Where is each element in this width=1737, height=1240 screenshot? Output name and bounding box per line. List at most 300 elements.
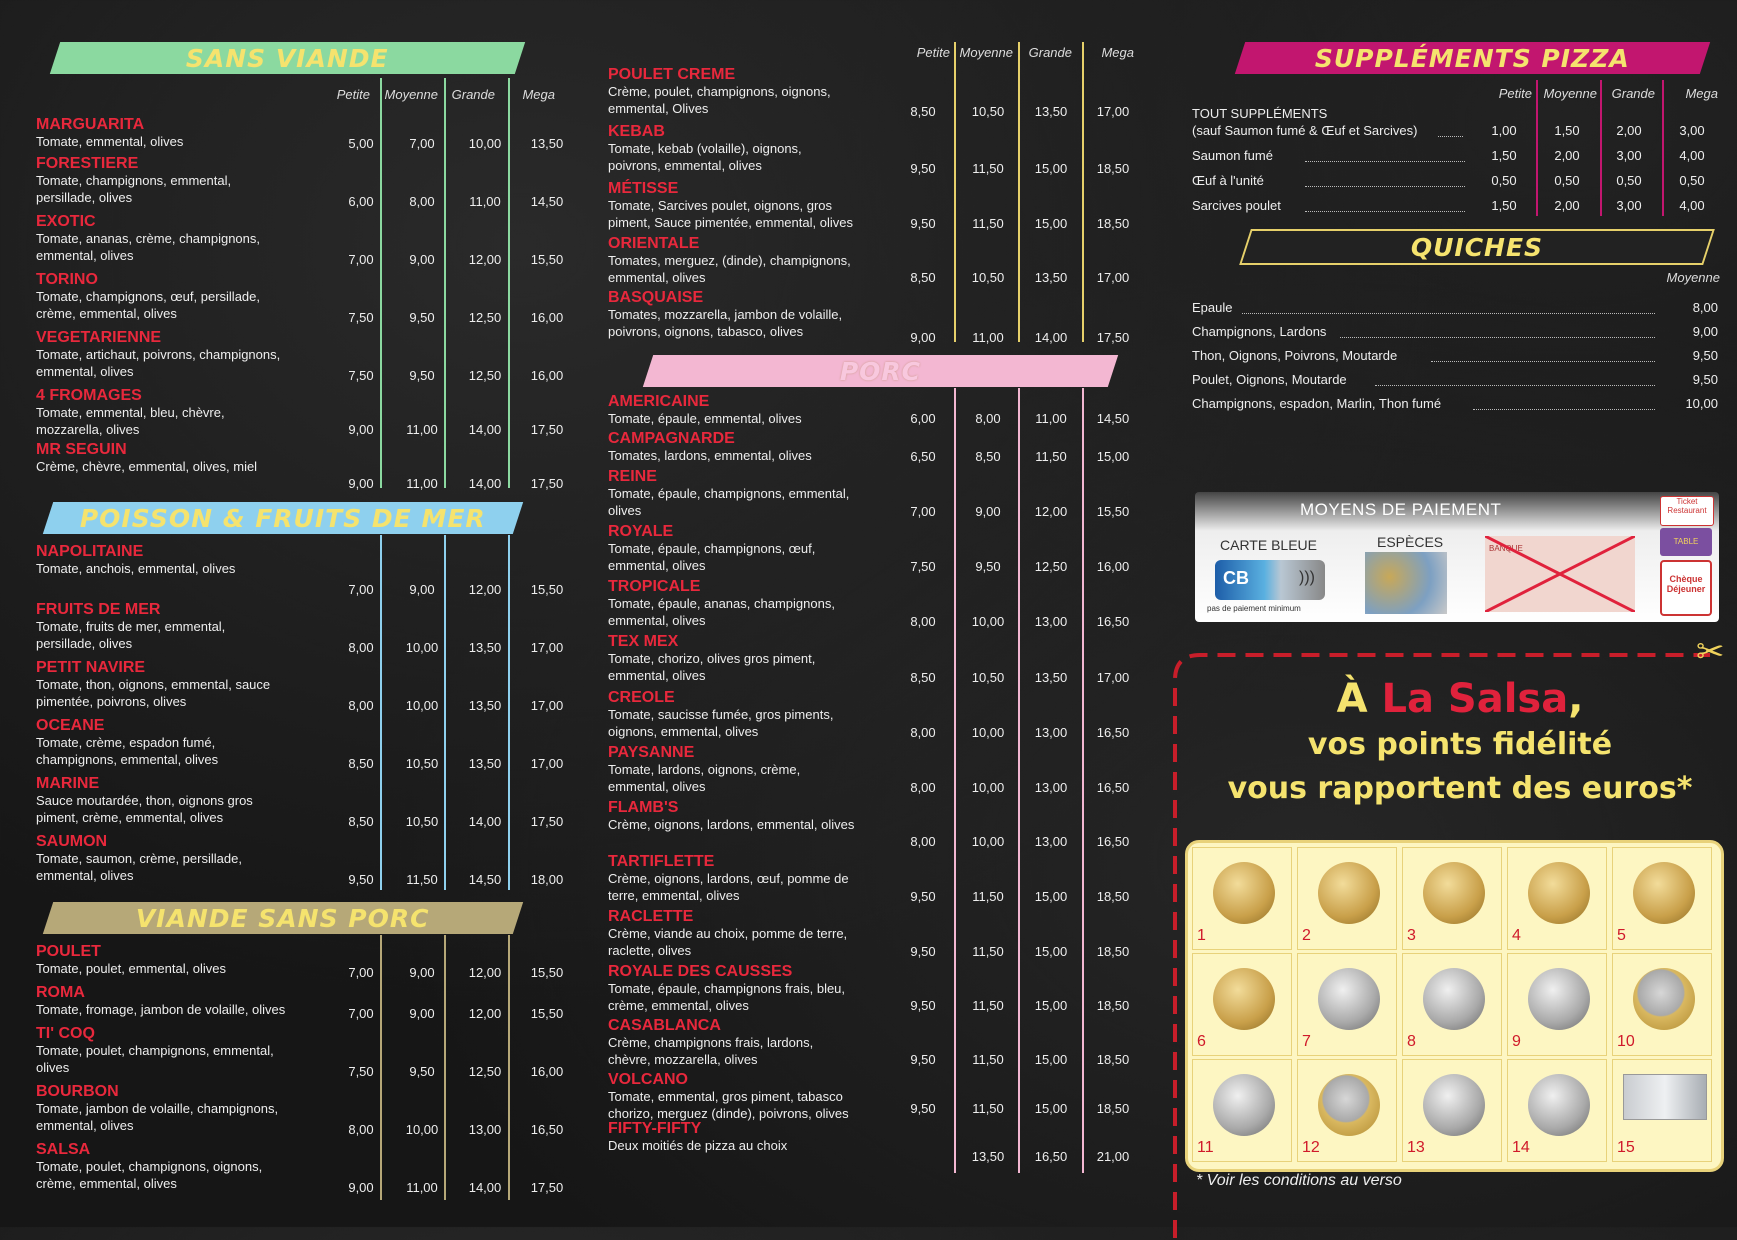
stamp-number: 1 — [1197, 927, 1206, 944]
item-price: 14,00 — [468, 476, 502, 491]
stamp-number: 6 — [1197, 1033, 1206, 1050]
item-name: RACLETTE — [608, 908, 694, 925]
menu-item — [36, 1083, 601, 1137]
item-price: 13,50 — [1034, 104, 1068, 119]
item-name: REINE — [608, 468, 657, 485]
item-description: Tomate, poulet, emmental, olives — [36, 961, 227, 976]
supplement-price: 1,50 — [1554, 123, 1580, 138]
item-price: 9,00 — [975, 504, 1001, 519]
item-price: 8,00 — [409, 194, 435, 209]
item-price: 17,00 — [1096, 270, 1130, 285]
item-price: 9,50 — [910, 1052, 936, 1067]
supplement-price: 0,50 — [1679, 173, 1705, 188]
one-euro-coin-icon — [1423, 968, 1485, 1030]
one-euro-coin-icon — [1528, 1074, 1590, 1136]
menu-item — [608, 393, 1173, 426]
quiche-price: 10,00 — [1685, 396, 1718, 411]
item-name: VOLCANO — [608, 1071, 688, 1088]
quiche-price: 9,50 — [1692, 348, 1718, 363]
payment-title: MOYENS DE PAIEMENT — [1300, 500, 1502, 519]
item-price: 10,00 — [971, 834, 1005, 849]
menu-item — [608, 689, 1173, 740]
item-price: 17,00 — [1096, 670, 1130, 685]
item-price: 11,50 — [406, 872, 438, 887]
item-name: KEBAB — [608, 123, 665, 140]
item-name: BASQUAISE — [608, 289, 704, 306]
item-name: MÉTISSE — [608, 180, 679, 197]
item-price: 7,50 — [348, 368, 374, 383]
item-description: Tomate, saumon, crème, persillade, emmental, olives — [36, 851, 242, 883]
item-price: 11,50 — [972, 998, 1004, 1013]
stamp-number: 4 — [1512, 927, 1521, 944]
scissors-icon: ✂ — [1696, 633, 1725, 671]
supplement-price: 2,00 — [1554, 148, 1580, 163]
menu-item — [36, 441, 601, 491]
supplement-label: Œuf à l'unité — [1192, 173, 1264, 188]
quiche-label: Champignons, espadon, Marlin, Thon fumé — [1192, 396, 1442, 411]
item-price: 10,50 — [971, 270, 1005, 285]
item-price: 10,00 — [405, 640, 439, 655]
column-divider — [1536, 80, 1538, 216]
quiche-label: Thon, Oignons, Poivrons, Moutarde — [1192, 348, 1398, 363]
middle-menu-column — [608, 0, 1168, 1227]
stamp-cell — [1507, 847, 1607, 950]
item-price: 11,50 — [972, 216, 1004, 231]
supplement-label: Saumon fumé — [1192, 148, 1273, 163]
item-price: 15,00 — [1034, 216, 1068, 231]
menu-item — [608, 1017, 1173, 1067]
item-price: 13,50 — [468, 756, 502, 771]
supplement-price: 4,00 — [1679, 148, 1705, 163]
size-header: Moyenne — [959, 45, 1013, 60]
leader-dots — [1305, 186, 1465, 187]
one-euro-coin-icon — [1318, 968, 1380, 1030]
item-price: 10,00 — [971, 780, 1005, 795]
item-price: 7,50 — [348, 1064, 374, 1079]
item-name: SALSA — [36, 1141, 91, 1158]
loyalty-prefix: À — [1336, 676, 1382, 722]
item-description: Tomate, chorizo, olives gros piment, emmental, olives — [608, 651, 816, 683]
item-description: Tomate, épaule, champignons, emmental, olives — [608, 486, 850, 518]
item-name: NAPOLITAINE — [36, 543, 144, 560]
item-price: 11,50 — [972, 889, 1004, 904]
item-name: 4 FROMAGES — [36, 387, 142, 404]
loyalty-note: * Voir les conditions au verso — [1196, 1172, 1402, 1189]
item-description: Tomate, artichaut, poivrons, champignons, emmental, olives — [36, 347, 281, 379]
leader-dots — [1305, 161, 1465, 162]
one-euro-coin-icon — [1423, 1074, 1485, 1136]
item-price: 10,00 — [468, 136, 502, 151]
one-euro-coin-icon — [1528, 968, 1590, 1030]
supplement-price: 0,50 — [1616, 173, 1642, 188]
item-price: 16,50 — [530, 1122, 564, 1137]
menu-item — [36, 543, 601, 597]
item-name: FLAMB'S — [608, 799, 679, 816]
ticket-restaurant-badge: Ticket Restaurant — [1660, 496, 1714, 526]
item-description: Tomate, ananas, crème, champignons, emmental, olives — [36, 231, 261, 263]
item-description: Tomate, épaule, ananas, champignons, emmental, olives — [608, 596, 835, 628]
cash-label: ESPÈCES — [1377, 534, 1444, 550]
supplement-price: 2,00 — [1616, 123, 1642, 138]
item-price: 14,00 — [1034, 330, 1068, 345]
stamp-cell — [1402, 847, 1502, 950]
fifty-cent-coin-icon — [1633, 862, 1695, 924]
item-description: Tomate, emmental, olives — [36, 134, 184, 149]
item-price: 15,50 — [530, 252, 564, 267]
item-price: 7,00 — [348, 252, 374, 267]
supplements-banner — [1235, 42, 1710, 74]
supplement-sublabel: (sauf Saumon fumé & Œuf et Sarcives) — [1192, 123, 1418, 138]
item-price: 17,50 — [530, 422, 564, 437]
item-price: 17,00 — [530, 698, 564, 713]
item-description: Tomate, crème, espadon fumé, champignons, emmental, olives — [36, 735, 219, 767]
fifty-cent-coin-icon — [1528, 862, 1590, 924]
menu-item — [608, 523, 1173, 574]
menu-item — [608, 66, 1173, 119]
item-price: 8,50 — [348, 756, 374, 771]
stamp-cell — [1297, 953, 1397, 1056]
item-price: 12,00 — [468, 965, 502, 980]
loyalty-line2: vos points fidélité — [1307, 727, 1613, 762]
stamp-number: 9 — [1512, 1033, 1521, 1050]
item-price: 12,00 — [468, 252, 502, 267]
item-price: 21,00 — [1096, 1149, 1130, 1164]
item-price: 18,50 — [1096, 889, 1130, 904]
item-price: 10,50 — [405, 814, 439, 829]
item-price: 9,00 — [409, 1006, 435, 1021]
supplement-price: 2,00 — [1554, 198, 1580, 213]
item-price: 8,50 — [975, 449, 1001, 464]
item-price: 15,00 — [1034, 944, 1068, 959]
quiche-label: Epaule — [1192, 300, 1233, 315]
item-price: 8,00 — [348, 640, 374, 655]
item-description: Tomates, lardons, emmental, olives — [608, 448, 812, 463]
item-price: 16,50 — [1096, 725, 1130, 740]
item-price: 18,50 — [1096, 216, 1130, 231]
item-price: 9,50 — [910, 944, 936, 959]
size-header: Moyenne — [384, 87, 438, 102]
menu-item — [608, 123, 1173, 176]
item-price: 7,00 — [910, 504, 936, 519]
banknote-icon — [1623, 1074, 1707, 1120]
item-price: 9,50 — [409, 368, 435, 383]
item-price: 9,00 — [348, 1180, 374, 1195]
item-price: 15,00 — [1096, 449, 1130, 464]
item-description: Tomate, champignons, emmental, persillade, olives — [36, 173, 232, 205]
item-price: 8,50 — [910, 104, 936, 119]
menu-item — [36, 601, 601, 655]
item-price: 9,50 — [910, 998, 936, 1013]
item-price: 9,50 — [409, 1064, 435, 1079]
item-name: MR SEGUIN — [36, 441, 127, 458]
item-price: 17,00 — [530, 640, 564, 655]
item-price: 10,50 — [405, 756, 439, 771]
menu-item — [608, 633, 1173, 685]
menu-item — [36, 387, 601, 437]
size-header: Petite — [336, 87, 370, 102]
item-price: 10,00 — [971, 614, 1005, 629]
item-price: 15,00 — [1034, 998, 1068, 1013]
item-price: 7,50 — [910, 559, 936, 574]
item-price: 17,00 — [530, 756, 564, 771]
menu-item — [36, 155, 601, 209]
item-name: MARGUARITA — [36, 116, 145, 133]
menu-item — [608, 853, 1173, 904]
item-price: 6,50 — [910, 449, 936, 464]
two-euro-coin-icon — [1633, 968, 1695, 1030]
item-price: 15,00 — [1034, 161, 1068, 176]
item-price: 9,50 — [910, 161, 936, 176]
item-name: MARINE — [36, 775, 100, 792]
item-price: 16,00 — [1096, 559, 1130, 574]
supplement-label: Sarcives poulet — [1192, 198, 1281, 213]
item-description: Tomate, thon, oignons, emmental, sauce pimentée, poivrons, olives — [36, 677, 271, 709]
item-price: 8,00 — [910, 725, 936, 740]
menu-item — [36, 116, 601, 151]
menu-item — [36, 717, 601, 771]
leader-dots — [1305, 211, 1465, 212]
item-description: Crème, poulet, champignons, oignons, emmental, Olives — [608, 84, 831, 116]
loyalty-headline — [1195, 675, 1725, 811]
item-price: 10,50 — [971, 104, 1005, 119]
item-price: 18,50 — [1096, 1101, 1130, 1116]
menu-item — [608, 235, 1173, 285]
item-price: 15,50 — [530, 1006, 564, 1021]
item-description: Tomate, épaule, champignons frais, bleu, crème, emmental, olives — [608, 981, 846, 1013]
item-price: 17,50 — [530, 814, 564, 829]
item-name: TORINO — [36, 271, 98, 288]
item-price: 13,00 — [468, 1122, 502, 1137]
item-price: 11,50 — [972, 944, 1004, 959]
item-name: FRUITS DE MER — [36, 601, 161, 618]
leader-dots — [1375, 385, 1655, 386]
item-name: TEX MEX — [608, 633, 679, 650]
card-note: pas de paiement minimum — [1207, 604, 1301, 613]
item-name: POULET — [36, 943, 101, 960]
quiche-price: 9,50 — [1692, 372, 1718, 387]
cash-icon — [1365, 552, 1447, 614]
item-price: 12,00 — [1034, 504, 1068, 519]
item-name: TARTIFLETTE — [608, 853, 715, 870]
menu-item — [36, 833, 601, 887]
item-description: Crème, oignons, lardons, emmental, olives — [608, 817, 855, 832]
item-description: Tomate, Sarcives poulet, oignons, gros piment, Sauce pimentée, emmental, olives — [608, 198, 853, 230]
item-price: 18,50 — [1096, 998, 1130, 1013]
cb-card-icon: CB ))) — [1215, 560, 1325, 600]
item-price: 13,50 — [468, 698, 502, 713]
menu-item — [36, 213, 601, 267]
menu-item — [36, 984, 601, 1021]
item-price: 11,00 — [406, 476, 438, 491]
size-header: Mega — [522, 87, 555, 102]
item-price: 11,50 — [1035, 449, 1067, 464]
column-divider — [1662, 80, 1664, 216]
item-price: 16,50 — [1096, 614, 1130, 629]
item-name: FIFTY-FIFTY — [608, 1120, 702, 1137]
stamp-cell — [1402, 953, 1502, 1056]
leader-dots — [1340, 337, 1655, 338]
item-price: 17,50 — [530, 1180, 564, 1195]
item-price: 18,50 — [1096, 1052, 1130, 1067]
stamp-number: 7 — [1302, 1033, 1311, 1050]
item-price: 12,50 — [1034, 559, 1068, 574]
item-price: 13,00 — [1034, 614, 1068, 629]
item-description: Tomate, kebab (volaille), oignons, poivrons, emmental, olives — [608, 141, 802, 173]
ticket-table-badge: TABLE — [1660, 528, 1712, 556]
item-price: 12,50 — [468, 310, 502, 325]
section-title: SUPPLÉMENTS PIZZA — [1315, 43, 1630, 73]
item-name: PAYSANNE — [608, 744, 695, 761]
item-price: 5,00 — [348, 136, 374, 151]
loyalty-stamp-card — [1185, 840, 1724, 1172]
leader-dots — [1438, 136, 1463, 137]
item-price: 16,50 — [1034, 1149, 1068, 1164]
size-header: Petite — [916, 45, 950, 60]
item-name: POULET CREME — [608, 66, 736, 83]
stamp-number: 5 — [1617, 927, 1626, 944]
item-price: 14,00 — [468, 422, 502, 437]
item-description: Tomate, jambon de volaille, champignons, emmental, olives — [36, 1101, 279, 1133]
item-price: 13,50 — [1034, 270, 1068, 285]
item-price: 11,50 — [972, 161, 1004, 176]
item-price: 11,00 — [406, 422, 438, 437]
check-not-accepted-icon — [1485, 536, 1635, 612]
quiche-price: 8,00 — [1692, 300, 1718, 315]
item-price: 18,00 — [530, 872, 564, 887]
size-header: Grande — [1611, 86, 1655, 101]
menu-item — [608, 744, 1173, 795]
item-price: 13,00 — [1034, 834, 1068, 849]
quiches-banner — [1239, 229, 1715, 265]
menu-item — [36, 271, 601, 325]
menu-item — [36, 1025, 601, 1079]
item-price: 16,50 — [1096, 780, 1130, 795]
size-header: Grande — [1028, 45, 1072, 60]
item-price: 9,00 — [348, 422, 374, 437]
item-price: 10,50 — [971, 670, 1005, 685]
supplement-price: 0,50 — [1554, 173, 1580, 188]
item-price: 6,00 — [910, 411, 936, 426]
item-price: 11,00 — [406, 1180, 438, 1195]
menu-item — [608, 289, 1173, 345]
stamp-number: 14 — [1512, 1139, 1530, 1156]
menu-item — [36, 943, 601, 980]
item-name: CASABLANCA — [608, 1017, 721, 1034]
item-description: Crème, chèvre, emmental, olives, miel — [36, 459, 258, 474]
item-price: 11,50 — [972, 1101, 1004, 1116]
item-price: 8,50 — [348, 814, 374, 829]
quiche-label: Poulet, Oignons, Moutarde — [1192, 372, 1347, 387]
item-name: CAMPAGNARDE — [608, 430, 735, 447]
supplement-label: TOUT SUPPLÉMENTS — [1192, 106, 1328, 121]
item-price: 16,00 — [530, 368, 564, 383]
item-price: 14,00 — [468, 814, 502, 829]
loyalty-line3: vous rapportent des euros* — [1227, 771, 1693, 806]
card-label: CARTE BLEUE — [1220, 537, 1317, 553]
stamp-cell — [1297, 847, 1397, 950]
item-price: 8,00 — [910, 780, 936, 795]
item-price: 8,00 — [910, 834, 936, 849]
item-price: 10,00 — [971, 725, 1005, 740]
item-price: 11,00 — [972, 330, 1004, 345]
menu-item — [608, 963, 1173, 1013]
item-description: Tomate, lardons, oignons, crème, emmental, olives — [608, 762, 801, 794]
menu-item — [608, 180, 1173, 231]
item-name: ORIENTALE — [608, 235, 700, 252]
item-description: Deux moitiés de pizza au choix — [608, 1138, 788, 1153]
menu-item — [608, 799, 1173, 849]
menu-item — [36, 659, 601, 713]
item-price: 15,00 — [1034, 1101, 1068, 1116]
item-price: 12,50 — [468, 368, 502, 383]
item-price: 18,50 — [1096, 944, 1130, 959]
menu-item — [608, 430, 1173, 464]
stamp-number: 10 — [1617, 1033, 1635, 1050]
stamp-cell — [1402, 1059, 1502, 1162]
item-price: 15,00 — [1034, 1052, 1068, 1067]
item-price: 10,00 — [405, 698, 439, 713]
item-name: ROMA — [36, 984, 85, 1001]
menu-item — [608, 1071, 1173, 1121]
item-description: Tomate, anchois, emmental, olives — [36, 561, 236, 576]
leader-dots — [1242, 313, 1655, 314]
item-price: 9,50 — [409, 310, 435, 325]
fifty-cent-coin-icon — [1213, 862, 1275, 924]
stamp-number: 3 — [1407, 927, 1416, 944]
item-description: Tomate, poulet, champignons, oignons, crème, emmental, olives — [36, 1159, 263, 1191]
payment-methods-panel — [1195, 492, 1719, 622]
loyalty-brand: La Salsa — [1381, 676, 1569, 722]
item-name: CREOLE — [608, 689, 675, 706]
stamp-number: 8 — [1407, 1033, 1416, 1050]
fifty-cent-coin-icon — [1318, 862, 1380, 924]
item-price: 9,50 — [910, 889, 936, 904]
item-price: 14,50 — [530, 194, 564, 209]
stamp-cell — [1612, 1059, 1712, 1162]
item-price: 16,50 — [1096, 834, 1130, 849]
quiche-size-header: Moyenne — [1666, 270, 1720, 285]
item-price: 13,00 — [1034, 725, 1068, 740]
section-title: PORC — [839, 356, 922, 386]
supplement-price: 4,00 — [1679, 198, 1705, 213]
item-price: 9,00 — [910, 330, 936, 345]
leader-dots — [1431, 361, 1655, 362]
item-price: 7,00 — [348, 1006, 374, 1021]
item-name: OCEANE — [36, 717, 105, 734]
item-name: PETIT NAVIRE — [36, 659, 146, 676]
item-price: 15,50 — [530, 965, 564, 980]
item-description: Crème, oignons, lardons, œuf, pomme de terre, emmental, olives — [608, 871, 849, 903]
item-price: 17,50 — [530, 476, 564, 491]
stamp-cell — [1192, 953, 1292, 1056]
item-price: 8,50 — [910, 670, 936, 685]
stamp-cell — [1612, 847, 1712, 950]
item-price: 9,00 — [409, 965, 435, 980]
item-price: 13,50 — [971, 1149, 1005, 1164]
item-price: 9,50 — [348, 872, 374, 887]
item-name: TROPICALE — [608, 578, 701, 595]
menu-item — [608, 908, 1173, 959]
item-name: SAUMON — [36, 833, 108, 850]
left-menu-column — [36, 0, 596, 1227]
item-price: 11,00 — [469, 194, 501, 209]
item-price: 13,50 — [530, 136, 564, 151]
stamp-cell — [1507, 953, 1607, 1056]
supplement-price: 3,00 — [1679, 123, 1705, 138]
stamp-number: 15 — [1617, 1139, 1635, 1156]
section-title: VIANDE SANS PORC — [136, 903, 430, 933]
item-name: AMERICAINE — [608, 393, 710, 410]
